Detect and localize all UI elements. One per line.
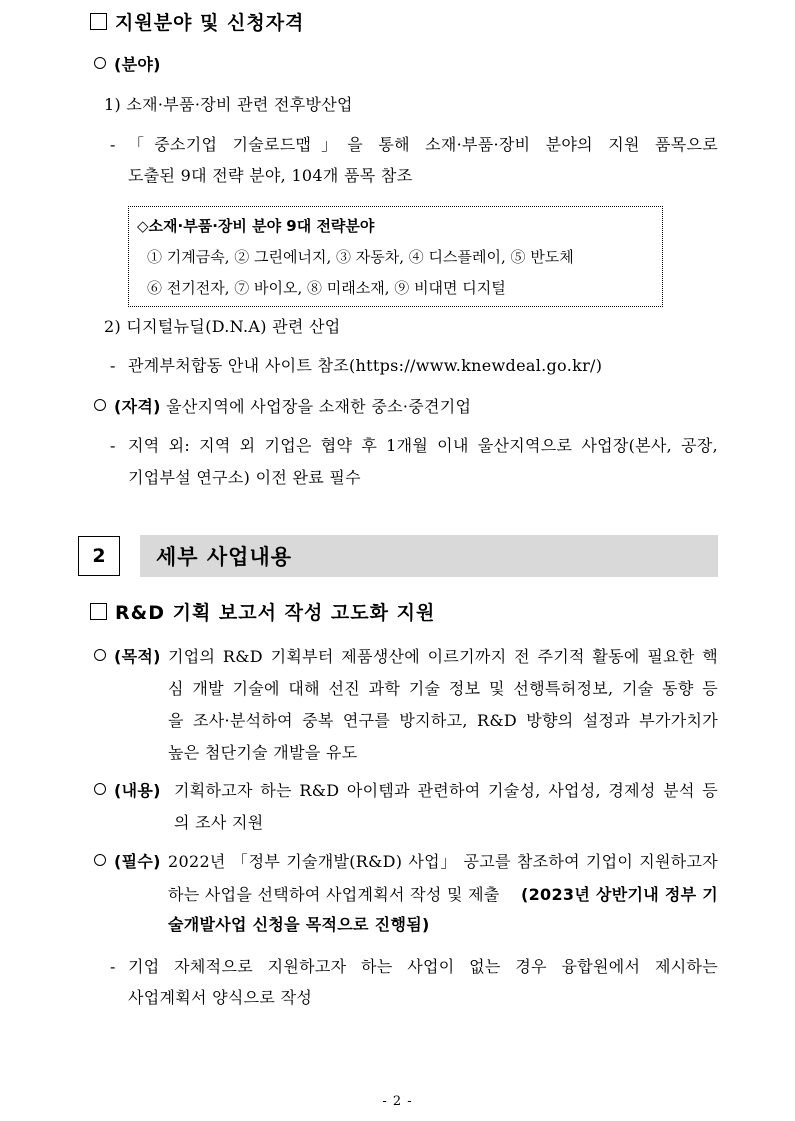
content-line1: 기획하고자 하는 R&D 아이템과 관련하여 기술성, 사업성, 경제성 분석 등 [174,781,718,800]
field-item1-line1: 「중소기업 기술로드맵」을 통해 소재·부품·장비 분야의 지원 품목으로 [128,135,718,154]
purpose-line1: 기업의 R&D 기획부터 제품생산에 이르기까지 전 주기적 활동에 필요한 핵 [168,647,718,666]
field-item2-line1: 관계부처합동 안내 사이트 참조(https://www.knewdeal.go.kr/) [128,356,603,375]
eligibility-row: (자격) 울산지역에 사업장을 소재한 중소·중견기업 [94,390,471,423]
dash-marker: - [110,135,116,154]
page-number: - 2 - [382,1094,413,1109]
field-item1-line2: 도출된 9대 전략 분야, 104개 품목 참조 [128,166,413,185]
eligibility-line1: 지역 외: 지역 외 기업은 협약 후 1개월 이내 울산지역으로 사업장(본사, 공장, [128,436,718,455]
strategic-fields-title: ◇소재·부품·장비 분야 9대 전략분야 [137,217,375,235]
circle-bullet-icon [94,399,106,411]
section-title-bar [140,535,718,577]
purpose-line2: 심 개발 기술에 대해 선진 과학 기술 정보 및 선행특허정보, 기술 동향 등 [168,679,718,698]
purpose-line4: 높은 첨단기술 개발을 유도 [168,743,358,762]
required-label-row: (필수) [94,845,161,878]
purpose-line3: 을 조사·분석하여 중복 연구를 방지하고, R&D 방향의 설정과 부가가치가 [168,711,718,730]
section-title: 세부 사업내용 [156,545,293,569]
content-label-row: (내용) [94,774,161,807]
content-line2: 의 조사 지원 [174,813,264,832]
section-number-box: 2 [78,536,120,576]
dash-marker: - [110,957,116,976]
dash-marker: - [110,436,116,455]
required-line2: 하는 사업을 선택하여 사업계획서 작성 및 제출 (2023년 상반기내 정부 기 [168,885,718,904]
eligibility-line2: 기업부설 연구소) 이전 완료 필수 [128,468,361,487]
strategic-fields-line1: ① 기계금속, ② 그린에너지, ③ 자동차, ④ 디스플레이, ⑤ 반도체 [147,248,574,266]
square-bullet-icon [90,13,107,30]
field-label-row: (분야) [94,48,161,81]
dash-marker: - [110,356,116,375]
required-dash-line1: 기업 자체적으로 지원하고자 하는 사업이 없는 경우 융합원에서 제시하는 [128,957,718,976]
square-bullet-icon [90,603,107,620]
field-item1-title: 1) 소재·부품·장비 관련 전후방산업 [104,95,353,114]
circle-bullet-icon [94,57,106,69]
sub-section-heading: R&D 기획 보고서 작성 고도화 지원 [90,598,435,625]
circle-bullet-icon [94,649,106,661]
circle-bullet-icon [94,854,106,866]
section-heading: 지원분야 및 신청자격 [90,8,304,35]
required-dash-line2: 사업계획서 양식으로 작성 [128,988,313,1007]
field-item2-title: 2) 디지털뉴딜(D.N.A) 관련 산업 [104,317,341,336]
strategic-fields-line2: ⑥ 전기전자, ⑦ 바이오, ⑧ 미래소재, ⑨ 비대면 디지털 [147,279,506,297]
strategic-fields-box [128,206,663,307]
required-line1: 2022년 「정부 기술개발(R&D) 사업」 공고를 참조하여 기업이 지원하고자 [168,852,718,871]
purpose-label-row: (목적) [94,640,161,673]
required-line3: 술개발사업 신청을 목적으로 진행됨) [168,915,430,934]
circle-bullet-icon [94,783,106,795]
